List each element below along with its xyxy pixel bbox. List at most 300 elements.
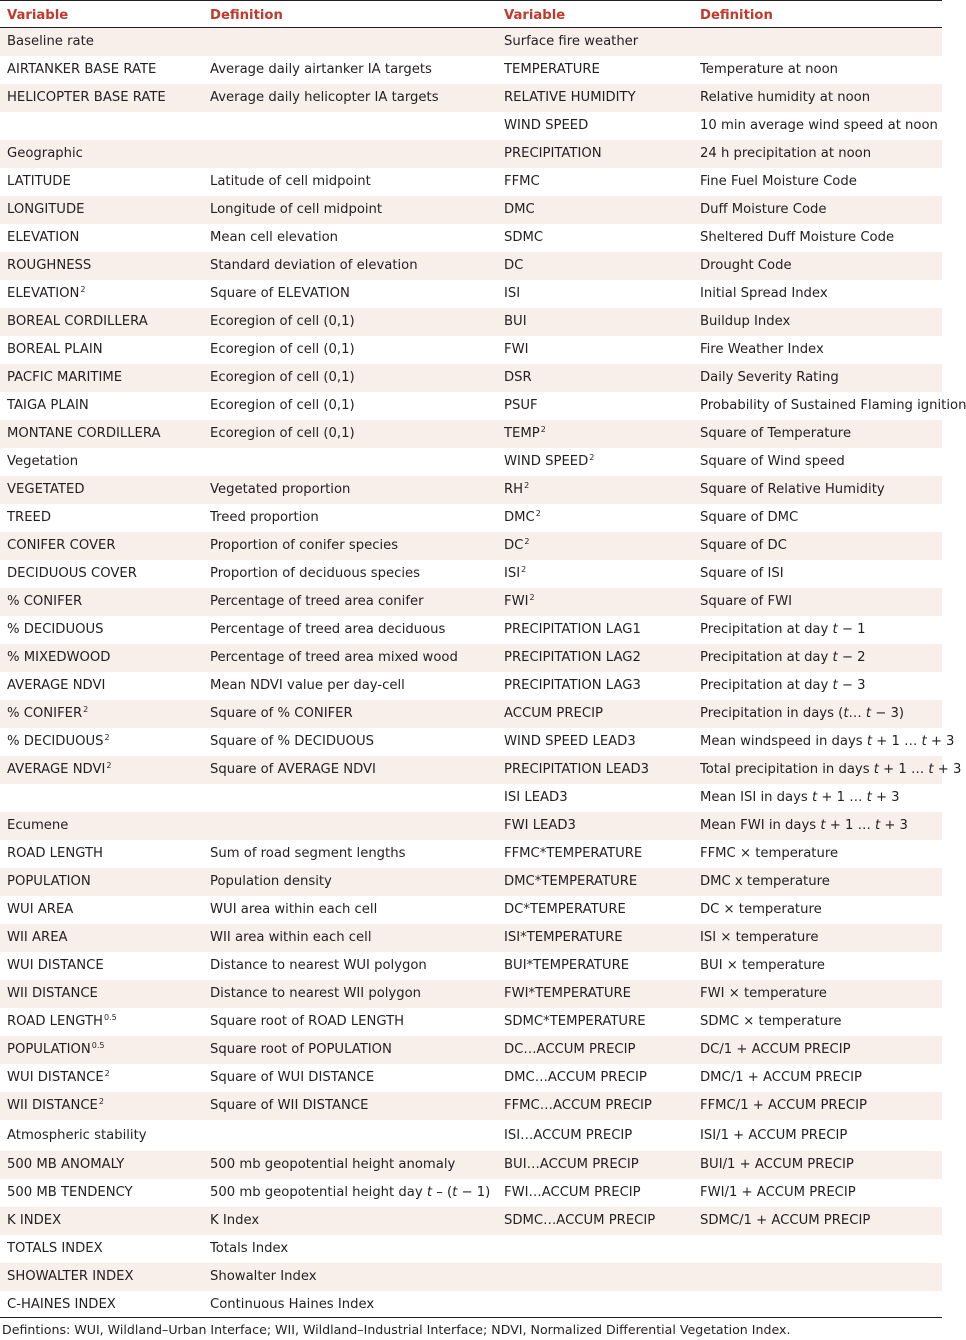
cell-variable-2 [504,280,520,308]
cell-definition-2 [700,1120,847,1151]
v1-text: AIRTANKER BASE RATE [7,62,157,77]
d1-text: Distance to nearest WUI polygon [210,958,427,973]
cell-definition-2 [700,896,822,924]
d2-text: ISI × temperature [700,930,819,945]
cell-variable-2 [504,980,631,1008]
v1-text: ROUGHNESS [7,258,92,273]
table-row [0,840,942,868]
cell-variable-2 [504,672,641,700]
table-row [0,84,942,112]
d2-text: FFMC × temperature [700,846,839,861]
v1-text: % DECIDUOUS [7,622,104,637]
v1-text: 500 MB ANOMALY [7,1157,125,1172]
cell-definition-2 [700,112,938,140]
d1-italic-var: t [452,1185,458,1200]
v2-text: ISI [504,286,521,301]
cell-variable-1 [7,1064,110,1093]
cell-definition-1 [210,868,332,896]
cell-variable-2 [504,56,600,84]
v1-text: POPULATION [7,874,91,889]
d1-text: Square root of POPULATION [210,1042,392,1057]
cell-definition-1 [210,532,398,560]
cell-variable-1 [7,840,103,868]
v2-text: FFMC…ACCUM PRECIP [504,1098,652,1113]
table-row [0,1008,942,1036]
d1-text: K Index [210,1213,260,1228]
d2-text: Sheltered Duff Moisture Code [700,230,895,245]
d2-text-part: + 3 [933,762,962,777]
cell-definition-2 [700,224,894,252]
v1-text: WUI AREA [7,902,74,917]
v1-text: MONTANE CORDILLERA [7,426,161,441]
table-row [0,1207,942,1235]
table-row [0,700,942,728]
d1-text: Ecoregion of cell (0,1) [210,342,355,357]
table-row [0,308,942,336]
v1-text: TOTALS INDEX [7,1241,103,1256]
v2-text: ISI LEAD3 [504,790,568,805]
table-row [0,1291,942,1319]
cell-definition-2 [700,252,792,280]
cell-variable-1 [7,980,98,1008]
v2-text: FFMC*TEMPERATURE [504,846,643,861]
v2-text: PRECIPITATION LAG3 [504,678,641,693]
cell-definition-2 [700,924,818,952]
d2-text-part: + 3 [871,790,900,805]
d2-italic-var: t [832,650,838,665]
v2-text: PRECIPITATION LAG2 [504,650,641,665]
cell-variable-1 [7,952,104,980]
table-row [0,28,942,56]
d1-text: Proportion of deciduous species [210,566,421,581]
cell-definition-1 [210,616,445,644]
cell-definition-2 [700,1064,862,1092]
cell-definition-1 [210,168,371,196]
table-row [0,448,942,476]
cell-variable-1 [7,1207,61,1235]
cell-variable-1 [7,1092,104,1121]
table-row [0,224,942,252]
cell-variable-1 [7,924,68,952]
v1-text: Geographic [7,146,83,161]
v2-text: BUI*TEMPERATURE [504,958,630,973]
v1-text: LONGITUDE [7,202,85,217]
cell-variable-1 [7,560,137,588]
d2-text: Fire Weather Index [700,342,824,357]
d1-text: Square of WUI DISTANCE [210,1070,375,1085]
d2-text: Square of DC [700,538,787,553]
cell-variable-2 [504,84,636,112]
d1-text: Latitude of cell midpoint [210,174,371,189]
v1-text: ROAD LENGTH [7,1014,103,1029]
cell-definition-2 [700,672,866,700]
table-row [0,1064,942,1092]
cell-variable-1 [7,756,111,785]
cell-definition-1 [210,1235,288,1263]
cell-definition-2 [700,280,828,308]
header-variable-1: Variable [7,8,69,23]
cell-variable-2 [504,112,588,140]
cell-variable-2 [504,252,523,280]
d2-text: 10 min average wind speed at noon [700,118,938,133]
v1-superscript: 2 [106,761,112,770]
cell-definition-1 [210,1263,317,1291]
d2-text: Daily Severity Rating [700,370,839,385]
cell-variable-2 [504,756,649,784]
cell-variable-1 [7,700,88,729]
cell-variable-2 [504,560,526,589]
table-row [0,1235,942,1263]
d2-text-part: Total precipitation in days [700,762,874,777]
cell-definition-1 [210,756,376,784]
cell-variable-1 [7,728,110,757]
d2-text: FWI/1 + ACCUM PRECIP [700,1185,856,1200]
v2-text: PRECIPITATION LEAD3 [504,762,650,777]
cell-definition-1 [210,504,319,532]
cell-definition-1 [210,196,382,224]
cell-definition-2 [700,980,827,1008]
d2-text: Relative humidity at noon [700,90,871,105]
v2-superscript: 2 [535,509,541,518]
table-row [0,1092,942,1120]
v1-text: HELICOPTER BASE RATE [7,90,166,105]
d1-text: Sum of road segment lengths [210,846,406,861]
cell-variable-2 [504,28,638,56]
cell-definition-1 [210,1179,490,1207]
cell-definition-2 [700,728,954,756]
cell-definition-2 [700,1207,870,1235]
d2-italic-var: t [832,678,838,693]
v1-text: WUI DISTANCE [7,1070,104,1085]
d2-text: SDMC/1 + ACCUM PRECIP [700,1213,871,1228]
v2-text: FWI*TEMPERATURE [504,986,631,1001]
v1-text: PACFIC MARITIME [7,370,123,385]
cell-definition-2 [700,700,904,728]
d2-text-part: Precipitation at day [700,678,833,693]
cell-definition-2 [700,1179,856,1207]
cell-definition-1 [210,672,405,700]
cell-definition-1 [210,1207,259,1235]
header-definition-2: Definition [700,8,773,23]
table-row [0,1036,942,1064]
v1-superscript: 2 [98,1097,104,1106]
cell-definition-2 [700,1008,841,1036]
d1-text: Square of ELEVATION [210,286,350,301]
table-row [0,280,942,308]
cell-definition-1 [210,644,458,672]
table-header [0,0,942,28]
cell-definition-1 [210,1291,374,1319]
cell-variable-2 [504,364,532,392]
table-row [0,868,942,896]
d2-text: BUI/1 + ACCUM PRECIP [700,1157,854,1172]
cell-definition-2 [700,504,798,532]
table-footnote: Defintions: WUI, Wildland–Urban Interface; WII, Wildland–Industrial Interface; NDVI, Normalized Differential Vegetation Index. [2,1322,791,1337]
d2-text: Drought Code [700,258,792,273]
cell-variable-2 [504,308,527,336]
v2-text: DC [504,258,524,273]
d1-text: 500 mb geopotential height anomaly [210,1157,456,1172]
cell-definition-2 [700,56,838,84]
d1-text: Proportion of conifer species [210,538,399,553]
table-row [0,252,942,280]
cell-variable-1 [7,504,51,532]
v1-superscript: 0.5 [103,1013,117,1022]
table-row [0,168,942,196]
table-row [0,896,942,924]
cell-definition-2 [700,392,966,420]
cell-variable-2 [504,840,642,868]
cell-definition-2 [700,336,824,364]
v1-text: Ecumene [7,818,69,833]
cell-definition-2 [700,1092,867,1120]
v1-superscript: 2 [80,285,86,294]
d2-text: Initial Spread Index [700,286,828,301]
v2-text: SDMC*TEMPERATURE [504,1014,646,1029]
d2-text-part: Mean FWI in days [700,818,821,833]
d1-text: Average daily airtanker IA targets [210,62,432,77]
d2-italic-var: t [928,762,934,777]
d1-text: Percentage of treed area mixed wood [210,650,458,665]
table-row [0,560,942,588]
cell-variable-1 [7,84,166,112]
d1-text: Longitude of cell midpoint [210,202,383,217]
table-row [0,336,942,364]
d2-text: Square of ISI [700,566,784,581]
cell-variable-1 [7,1120,147,1151]
v1-text: % DECIDUOUS [7,734,104,749]
d2-text: DC × temperature [700,902,822,917]
cell-definition-1 [210,1036,392,1064]
d2-italic-var: t [866,734,873,749]
cell-definition-1 [210,700,353,728]
cell-definition-1 [210,588,424,616]
table-row [0,756,962,784]
d1-text: Population density [210,874,332,889]
d1-italic-var: t [426,1185,433,1200]
d2-text: DC/1 + ACCUM PRECIP [700,1042,851,1057]
cell-definition-2 [700,364,839,392]
d2-text-part: Mean ISI in days [700,790,812,805]
cell-definition-2 [700,616,866,644]
cell-definition-2 [700,756,961,784]
d2-italic-var: t [866,790,872,805]
cell-variable-2 [504,924,623,952]
cell-variable-2 [504,196,535,224]
cell-variable-1 [7,420,161,448]
table-row [0,140,942,168]
v2-superscript: 2 [540,425,546,434]
cell-variable-2 [504,392,538,420]
cell-definition-1 [210,420,355,448]
d1-text: Mean NDVI value per day-cell [210,678,405,693]
v2-text: ACCUM PRECIP [504,706,603,721]
v2-text: ISI*TEMPERATURE [504,930,623,945]
cell-variable-1 [7,644,110,672]
d2-text: Square of FWI [700,594,793,609]
table-row [0,784,942,812]
v2-text: DSR [504,370,532,385]
v2-text: PRECIPITATION LAG1 [504,622,641,637]
cell-definition-1 [210,1064,374,1092]
d1-text: Mean cell elevation [210,230,339,245]
v1-text: Baseline rate [7,34,94,49]
cell-variable-1 [7,28,94,56]
v1-text: 500 MB TENDENCY [7,1185,133,1200]
v1-text: WII DISTANCE [7,986,98,1001]
d2-italic-var: t [865,706,872,721]
table-row [0,532,942,560]
cell-variable-2 [504,1008,646,1036]
cell-variable-1 [7,1263,134,1291]
d1-text-part: – ( [432,1185,453,1200]
d2-italic-var: t [874,818,881,833]
cell-definition-1 [210,728,374,756]
table-row [0,588,942,616]
cell-variable-1 [7,252,91,280]
table-row [0,112,942,140]
cell-variable-2 [504,448,594,477]
v2-text: PSUF [504,398,538,413]
v2-text: DC…ACCUM PRECIP [504,1042,636,1057]
d2-text: Fine Fuel Moisture Code [700,174,857,189]
cell-definition-1 [210,1151,455,1179]
v2-superscript: 2 [521,565,527,574]
v2-text: FWI LEAD3 [504,818,576,833]
cell-definition-1 [210,224,338,252]
table-row [0,924,942,952]
v2-text: TEMPERATURE [504,62,600,77]
table-bottom-rule [0,1317,942,1318]
v2-text: WIND SPEED [504,118,589,133]
v1-text: CONIFER COVER [7,538,116,553]
d2-text-part: + 3 [926,734,955,749]
v1-superscript: 0.5 [91,1041,105,1050]
v1-text: Atmospheric stability [7,1128,147,1143]
d2-text-part: + 3 [880,818,908,833]
v1-text: % CONIFER [7,706,83,721]
v2-text: DMC [504,202,535,217]
v1-superscript: 2 [104,733,110,742]
v1-text: WII AREA [7,930,68,945]
cell-variable-1 [7,168,71,196]
v2-text: WIND SPEED [504,454,589,469]
d1-text: Average daily helicopter IA targets [210,90,439,105]
d2-text-part: − 3 [837,678,866,693]
cell-variable-2 [504,728,636,756]
cell-variable-2 [504,616,641,644]
cell-definition-2 [700,448,845,476]
d1-text: Ecoregion of cell (0,1) [210,398,355,413]
table-row [0,420,942,448]
v1-text: VEGETATED [7,482,85,497]
cell-definition-1 [210,952,427,980]
d2-text-part: Mean windspeed in days [700,734,867,749]
v2-text: RH [504,482,524,497]
d2-italic-var: t [832,622,838,637]
d2-italic-var: t [873,762,879,777]
cell-variable-1 [7,224,79,252]
cell-definition-1 [210,252,418,280]
table-row [0,952,942,980]
cell-variable-2 [504,336,529,364]
cell-definition-1 [210,392,355,420]
v2-superscript: 2 [589,453,595,462]
d1-text: Continuous Haines Index [210,1297,375,1312]
d2-italic-var: t [812,790,818,805]
v2-text: ISI…ACCUM PRECIP [504,1128,633,1143]
d2-text-part: Precipitation in days ( [700,706,844,721]
cell-variable-2 [504,532,529,561]
cell-definition-1 [210,1092,368,1120]
v1-text: AVERAGE NDVI [7,762,106,777]
cell-variable-2 [504,224,543,252]
cell-definition-2 [700,140,871,168]
table-row [0,196,942,224]
cell-definition-1 [210,924,372,952]
cell-definition-1 [210,560,420,588]
table-body [0,28,966,1319]
cell-variable-2 [504,784,568,812]
v1-text: BOREAL PLAIN [7,342,103,357]
cell-variable-2 [504,420,546,449]
v1-text: % CONIFER [7,594,83,609]
cell-variable-2 [504,812,576,840]
d2-text: BUI × temperature [700,958,825,973]
v2-text: DMC [504,510,535,525]
d2-text: Square of Wind speed [700,454,845,469]
d1-text: Vegetated proportion [210,482,351,497]
d2-italic-var: t [843,706,849,721]
cell-definition-1 [210,364,355,392]
v1-text: ELEVATION [7,286,80,301]
cell-definition-2 [700,840,838,868]
v1-text: C-HAINES INDEX [7,1297,116,1312]
cell-variable-2 [504,1120,632,1151]
header-variable-2: Variable [504,8,566,23]
v1-text: WII DISTANCE [7,1098,98,1113]
cell-variable-1 [7,280,85,309]
cell-definition-2 [700,168,857,196]
d1-text: Totals Index [210,1241,289,1256]
v2-text: FWI…ACCUM PRECIP [504,1185,641,1200]
v2-text: SDMC…ACCUM PRECIP [504,1213,656,1228]
cell-definition-1 [210,896,377,924]
v1-text: ROAD LENGTH [7,846,103,861]
v1-superscript: 2 [104,1069,110,1078]
cell-definition-1 [210,840,405,868]
d2-text-part: + 1 … [878,762,929,777]
cell-variable-1 [7,364,122,392]
d1-text: Square of % CONIFER [210,706,353,721]
cell-variable-1 [7,1151,124,1179]
cell-definition-2 [700,812,908,840]
cell-definition-1 [210,56,432,84]
cell-definition-2 [700,868,830,896]
v1-text: K INDEX [7,1213,62,1228]
cell-definition-2 [700,308,790,336]
cell-variable-1 [7,616,104,644]
d1-text: Ecoregion of cell (0,1) [210,370,355,385]
cell-variable-2 [504,476,529,505]
cell-variable-1 [7,56,156,84]
cell-variable-2 [504,644,641,672]
v1-text: TREED [7,510,52,525]
d2-text: Temperature at noon [700,62,839,77]
d2-text: SDMC × temperature [700,1014,842,1029]
v2-text: BUI…ACCUM PRECIP [504,1157,639,1172]
d2-text-part: − 2 [837,650,866,665]
